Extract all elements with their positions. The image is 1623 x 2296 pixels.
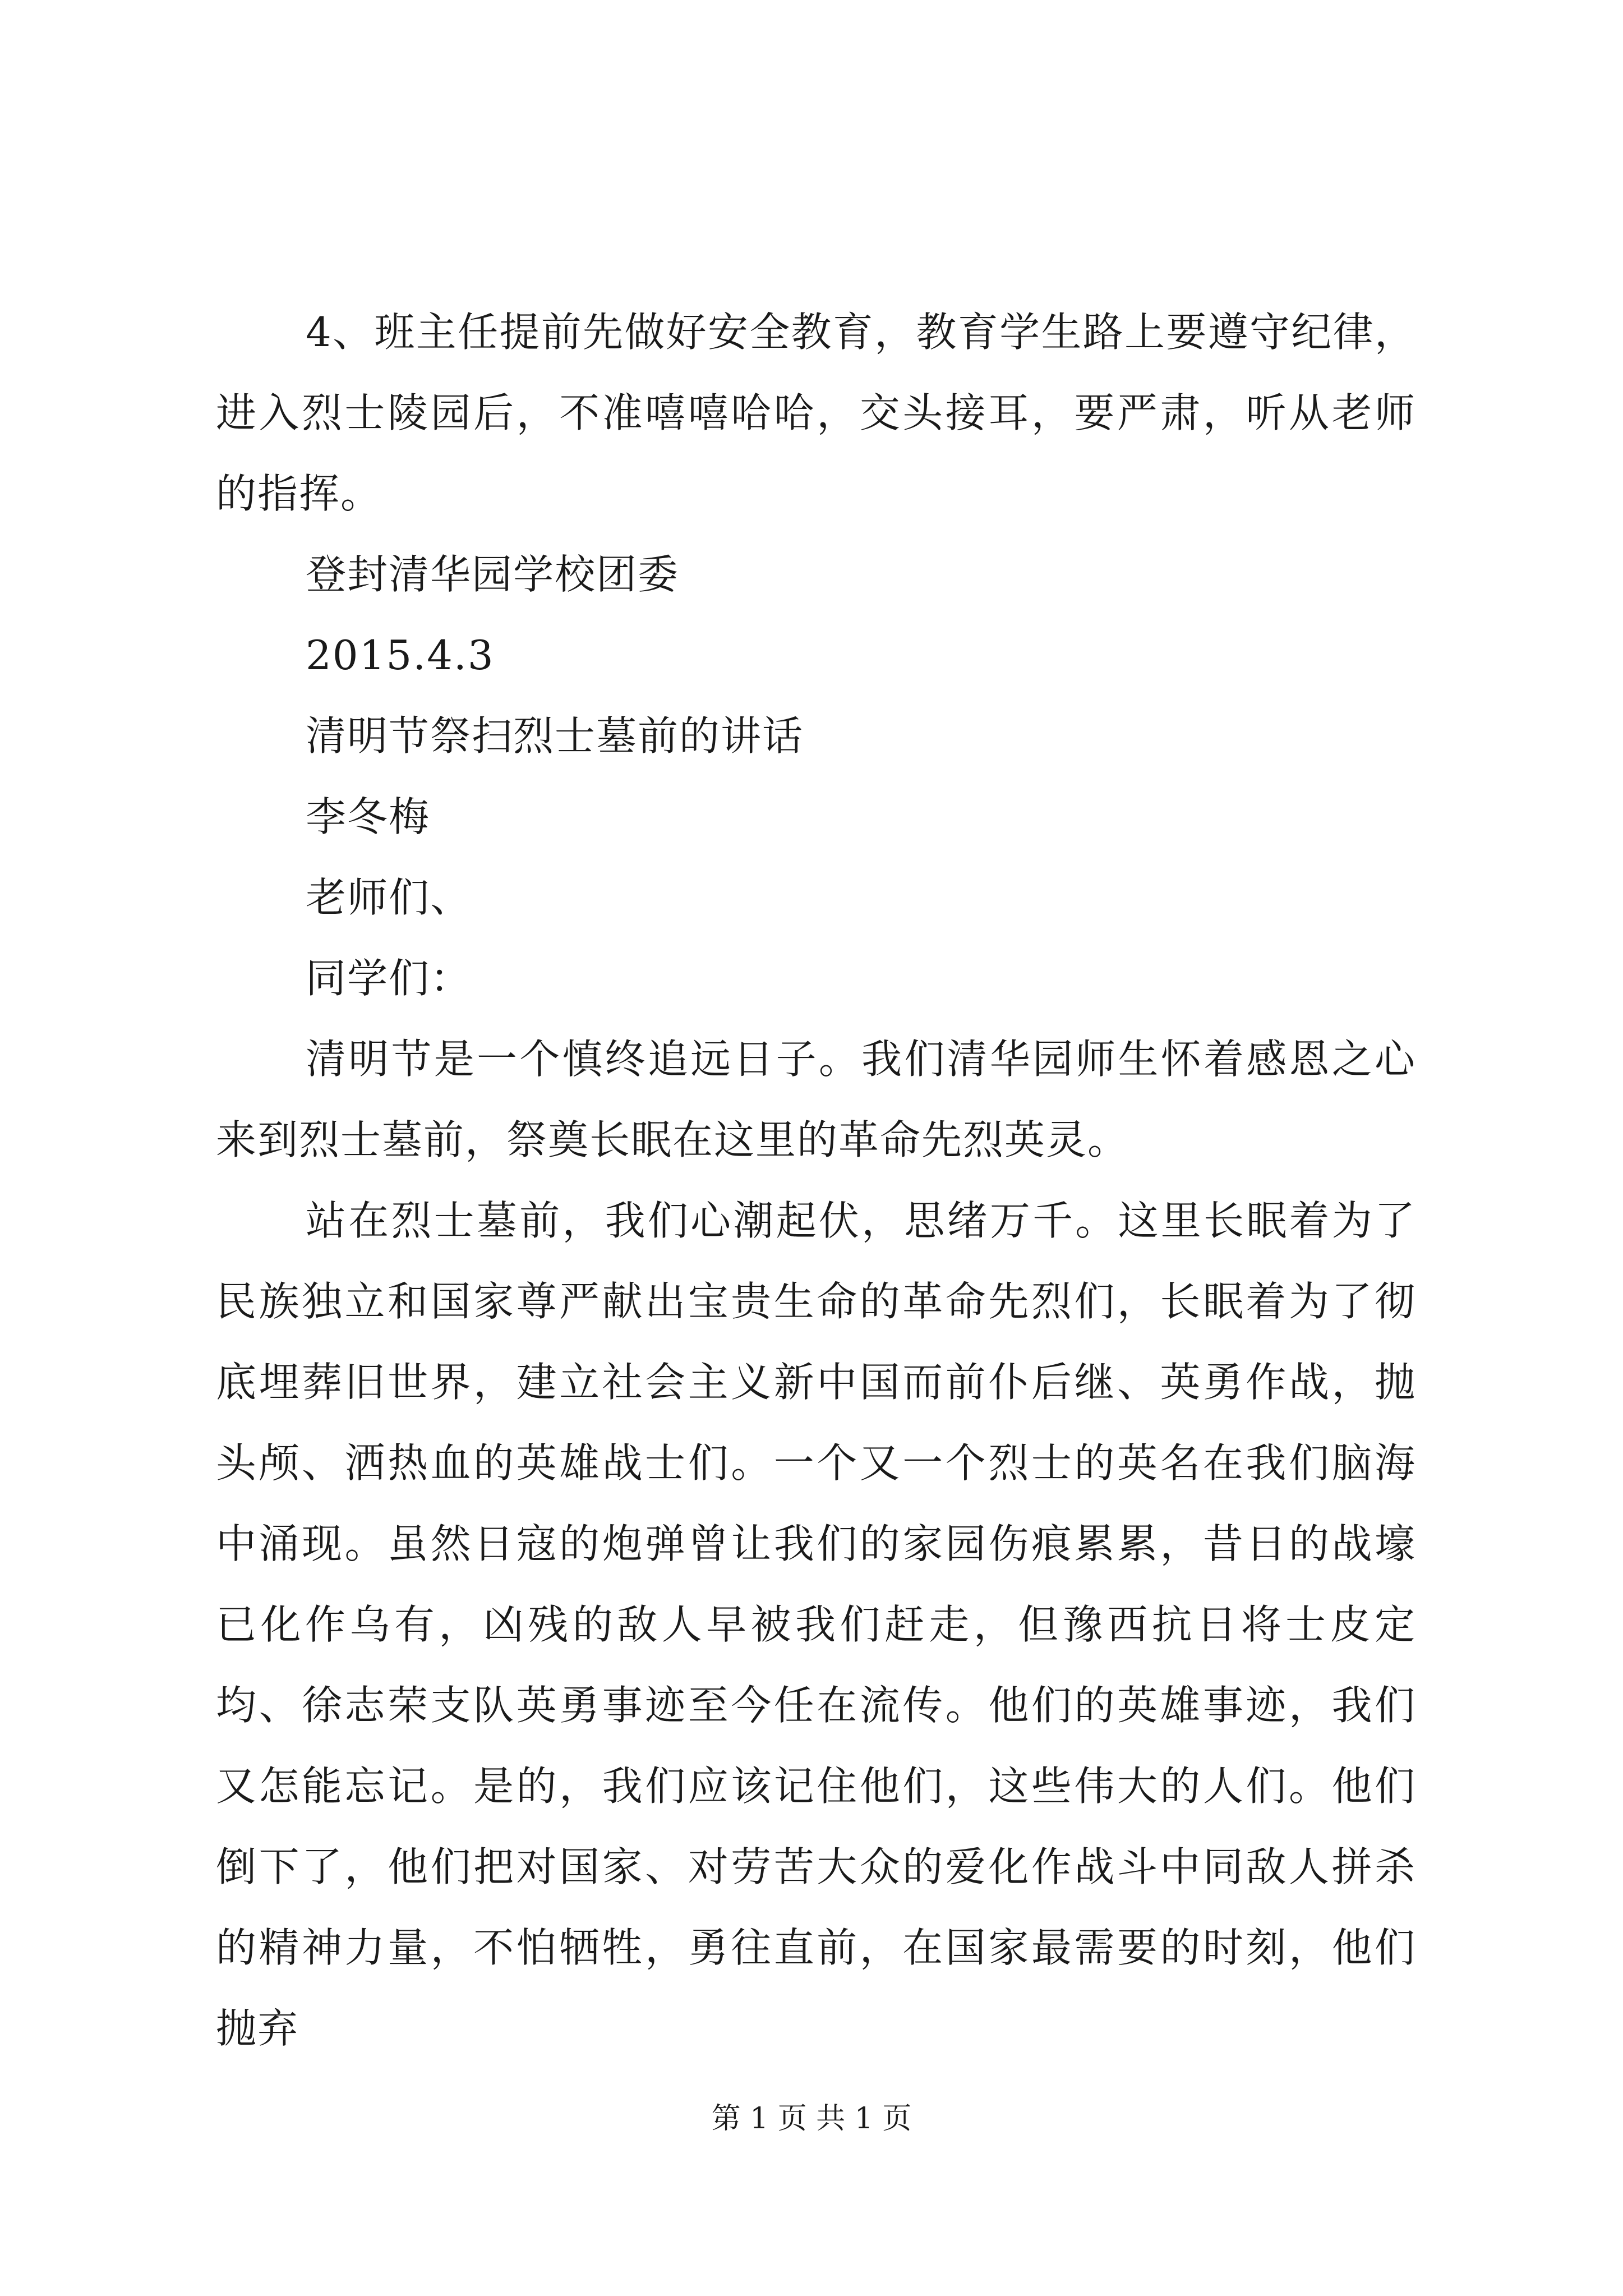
speech-author: 李冬梅 xyxy=(306,793,431,840)
paragraph-main: 站在烈士墓前，我们心潮起伏，思绪万千。这里长眠着为了民族独立和国家尊严献出宝贵生命的革命先烈们，长眠着为了彻底埋葬旧世界，建立社会主义新中国而前仆后继、英勇作战，抛头颅、洒热血的英雄战士们。一个又一个烈士的英名在我们脑海中涌现。虽然日寇的炮弹曾让我们的家园伤痕累累，昔日的战壕已化作乌有，凶残的敌人早被我们赶走，但豫西抗日将士皮定均、徐志荣支队英勇事迹至今任在流传。他们的英雄事迹，我们又怎能忘记。是的，我们应该记住他们，这些伟大的人们。他们倒下了，他们把对国家、对劳苦大众的爱化作战斗中同敌人拼杀的精神力量，不怕牺牲，勇往直前，在国家最需要的时刻，他们抛弃 xyxy=(216,1197,1416,2052)
speech-title: 清明节祭扫烈士墓前的讲话 xyxy=(306,712,804,760)
signature-organization: 登封清华园学校团委 xyxy=(306,551,680,598)
paragraph-safety-education: 4、班主任提前先做好安全教育，教育学生路上要遵守纪律，进入烈士陵园后，不准嘻嘻哈哈，交头接耳，要严肃，听从老师的指挥。 xyxy=(216,309,1416,517)
salutation-teachers: 老师们、 xyxy=(306,874,472,921)
paragraph-opening: 清明节是一个慎终追远日子。我们清华园师生怀着感恩之心来到烈士墓前，祭奠长眠在这里的革命先烈英灵。 xyxy=(216,1036,1416,1163)
salutation-students: 同学们： xyxy=(306,955,472,1002)
page-footer: 第 1 页 共 1 页 xyxy=(711,2102,912,2136)
signature-date: 2015.4.3 xyxy=(306,632,495,679)
document-body xyxy=(216,292,1416,2069)
